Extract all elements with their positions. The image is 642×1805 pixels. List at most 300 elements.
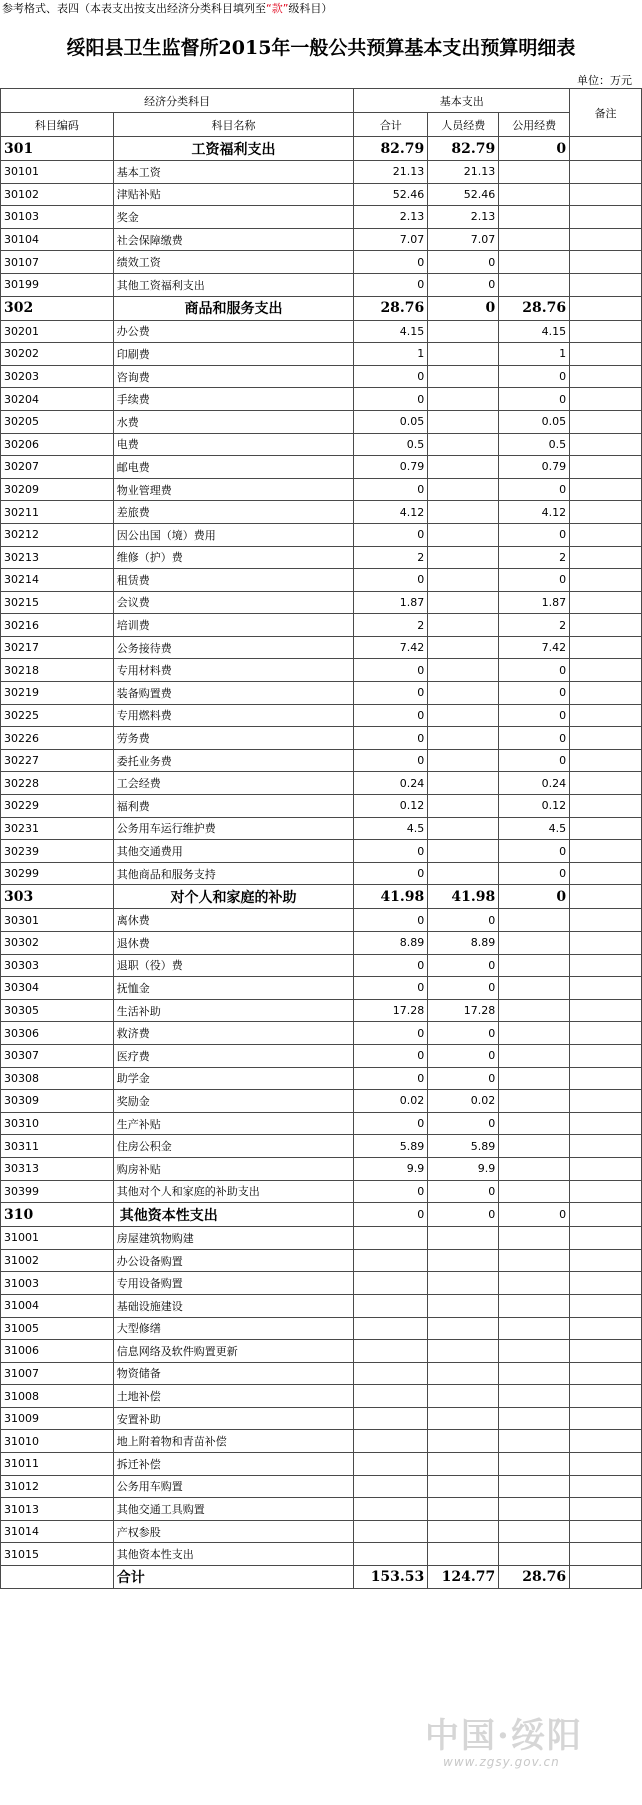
remarks-cell <box>570 296 642 320</box>
total-value <box>354 1520 428 1543</box>
page-title: 绥阳县卫生监督所2015年一般公共预算基本支出预算明细表 <box>66 37 576 59</box>
note-prefix: 参考格式、表四（本表支出按支出经济分类科目填列至 <box>2 2 266 15</box>
personnel-value <box>428 682 499 705</box>
account-name: 奖励金 <box>113 1090 354 1113</box>
table-row <box>1 772 642 795</box>
personnel-value <box>428 1498 499 1521</box>
table-row <box>1 932 642 955</box>
table-row <box>1 343 642 366</box>
remarks-cell <box>570 433 642 456</box>
total-value: 4.12 <box>354 501 428 524</box>
remarks-cell <box>570 954 642 977</box>
personnel-value <box>428 388 499 411</box>
personnel-value <box>428 410 499 433</box>
account-name: 其他资本性支出 <box>113 1203 354 1227</box>
header-code: 科目编码 <box>1 113 114 137</box>
public-value <box>499 1520 570 1543</box>
remarks-cell <box>570 478 642 501</box>
remarks-cell <box>570 501 642 524</box>
public-value: 0 <box>499 365 570 388</box>
personnel-value: 0 <box>428 251 499 274</box>
remarks-cell <box>570 1453 642 1476</box>
public-value <box>499 1022 570 1045</box>
personnel-value <box>428 546 499 569</box>
account-name: 水费 <box>113 410 354 433</box>
account-code: 30216 <box>1 614 114 637</box>
account-code: 30103 <box>1 206 114 229</box>
public-value <box>499 1180 570 1203</box>
header-total: 合计 <box>354 113 428 137</box>
personnel-value <box>428 433 499 456</box>
personnel-value: 41.98 <box>428 885 499 909</box>
remarks-cell <box>570 1385 642 1408</box>
public-value: 0 <box>499 388 570 411</box>
account-name: 公务用车运行维护费 <box>113 817 354 840</box>
personnel-value <box>428 523 499 546</box>
public-value: 0.79 <box>499 456 570 479</box>
remarks-cell <box>570 320 642 343</box>
remarks-cell <box>570 410 642 433</box>
total-value: 0 <box>354 727 428 750</box>
account-code: 30102 <box>1 183 114 206</box>
public-value <box>499 1272 570 1295</box>
account-code: 310 <box>1 1203 114 1227</box>
total-value <box>354 1543 428 1566</box>
account-code: 31009 <box>1 1407 114 1430</box>
account-code: 30218 <box>1 659 114 682</box>
account-code: 31008 <box>1 1385 114 1408</box>
account-name: 专用燃料费 <box>113 704 354 727</box>
public-value: 4.15 <box>499 320 570 343</box>
category-row <box>1 1203 642 1227</box>
remarks-cell <box>570 137 642 161</box>
remarks-cell <box>570 1157 642 1180</box>
account-name: 专用材料费 <box>113 659 354 682</box>
public-value <box>499 1498 570 1521</box>
total-value: 0.12 <box>354 795 428 818</box>
account-name: 维修（护）费 <box>113 546 354 569</box>
account-name: 工资福利支出 <box>113 137 354 161</box>
account-name: 其他对个人和家庭的补助支出 <box>113 1180 354 1203</box>
total-value: 52.46 <box>354 183 428 206</box>
personnel-value <box>428 1362 499 1385</box>
remarks-cell <box>570 183 642 206</box>
personnel-value: 8.89 <box>428 932 499 955</box>
public-value <box>499 161 570 184</box>
account-name: 安置补助 <box>113 1407 354 1430</box>
remarks-cell <box>570 772 642 795</box>
personnel-value <box>428 501 499 524</box>
account-code: 30207 <box>1 456 114 479</box>
total-value: 0 <box>354 1203 428 1227</box>
public-value <box>499 1067 570 1090</box>
total-row <box>1 1566 642 1589</box>
table-row <box>1 1385 642 1408</box>
remarks-cell <box>570 456 642 479</box>
public-value: 0 <box>499 704 570 727</box>
account-code: 30219 <box>1 682 114 705</box>
account-code: 30204 <box>1 388 114 411</box>
public-value <box>499 909 570 932</box>
personnel-value: 0 <box>428 1112 499 1135</box>
remarks-cell <box>570 1430 642 1453</box>
account-code: 30215 <box>1 591 114 614</box>
remarks-cell <box>570 546 642 569</box>
account-name: 产权参股 <box>113 1520 354 1543</box>
account-code: 30304 <box>1 977 114 1000</box>
public-value <box>499 1543 570 1566</box>
public-value <box>499 1044 570 1067</box>
public-value: 0 <box>499 840 570 863</box>
header-name: 科目名称 <box>113 113 354 137</box>
account-name: 生活补助 <box>113 999 354 1022</box>
account-name: 培训费 <box>113 614 354 637</box>
account-code: 30203 <box>1 365 114 388</box>
total-value: 0 <box>354 1067 428 1090</box>
remarks-cell <box>570 591 642 614</box>
personnel-value: 0 <box>428 954 499 977</box>
public-value: 2 <box>499 614 570 637</box>
remarks-cell <box>570 862 642 885</box>
personnel-value <box>428 1227 499 1250</box>
account-name: 绩效工资 <box>113 251 354 274</box>
header-personnel: 人员经费 <box>428 113 499 137</box>
header-row-2 <box>1 113 642 137</box>
personnel-value <box>428 1543 499 1566</box>
total-value: 82.79 <box>354 137 428 161</box>
account-code: 30313 <box>1 1157 114 1180</box>
remarks-cell <box>570 1475 642 1498</box>
table-row <box>1 206 642 229</box>
public-value: 0 <box>499 523 570 546</box>
account-code: 30305 <box>1 999 114 1022</box>
account-name: 社会保障缴费 <box>113 228 354 251</box>
account-name: 拆迁补偿 <box>113 1453 354 1476</box>
account-code: 31012 <box>1 1475 114 1498</box>
public-value: 0.5 <box>499 433 570 456</box>
total-value <box>354 1249 428 1272</box>
public-value <box>499 1135 570 1158</box>
header-row-1 <box>1 89 642 113</box>
personnel-value <box>428 1249 499 1272</box>
total-value: 0 <box>354 682 428 705</box>
personnel-value <box>428 478 499 501</box>
total-value: 4.15 <box>354 320 428 343</box>
total-value <box>354 1407 428 1430</box>
remarks-cell <box>570 885 642 909</box>
personnel-value <box>428 749 499 772</box>
public-value: 0 <box>499 885 570 909</box>
account-code: 30399 <box>1 1180 114 1203</box>
personnel-value: 7.07 <box>428 228 499 251</box>
account-name: 基础设施建设 <box>113 1294 354 1317</box>
personnel-value <box>428 795 499 818</box>
public-value <box>499 206 570 229</box>
table-row <box>1 682 642 705</box>
account-code: 30229 <box>1 795 114 818</box>
public-value: 0 <box>499 682 570 705</box>
account-name: 房屋建筑物购建 <box>113 1227 354 1250</box>
account-code: 30309 <box>1 1090 114 1113</box>
account-name: 邮电费 <box>113 456 354 479</box>
account-name: 装备购置费 <box>113 682 354 705</box>
account-name: 租赁费 <box>113 569 354 592</box>
personnel-value <box>428 704 499 727</box>
personnel-value <box>428 614 499 637</box>
remarks-cell <box>570 727 642 750</box>
account-name: 因公出国（境）费用 <box>113 523 354 546</box>
remarks-cell <box>570 228 642 251</box>
table-row <box>1 749 642 772</box>
account-code: 30107 <box>1 251 114 274</box>
total-value: 4.5 <box>354 817 428 840</box>
personnel-value: 0 <box>428 273 499 296</box>
table-row <box>1 1430 642 1453</box>
account-name: 津贴补贴 <box>113 183 354 206</box>
public-value: 0 <box>499 659 570 682</box>
public-value: 1 <box>499 343 570 366</box>
total-value: 9.9 <box>354 1157 428 1180</box>
table-row <box>1 1317 642 1340</box>
personnel-value: 0 <box>428 1067 499 1090</box>
account-code: 30231 <box>1 817 114 840</box>
remarks-cell <box>570 909 642 932</box>
account-name: 基本工资 <box>113 161 354 184</box>
table-row <box>1 659 642 682</box>
total-remarks-cell <box>570 1566 642 1589</box>
remarks-cell <box>570 932 642 955</box>
account-code: 31001 <box>1 1227 114 1250</box>
public-value <box>499 1362 570 1385</box>
account-name: 其他交通费用 <box>113 840 354 863</box>
table-row <box>1 433 642 456</box>
account-code: 31007 <box>1 1362 114 1385</box>
account-name: 离休费 <box>113 909 354 932</box>
total-value: 0 <box>354 659 428 682</box>
remarks-cell <box>570 636 642 659</box>
table-row <box>1 161 642 184</box>
account-code: 30225 <box>1 704 114 727</box>
remarks-cell <box>570 1090 642 1113</box>
personnel-value <box>428 1430 499 1453</box>
account-name: 退休费 <box>113 932 354 955</box>
table-row <box>1 1067 642 1090</box>
account-code: 30199 <box>1 273 114 296</box>
table-row <box>1 614 642 637</box>
total-value: 1 <box>354 343 428 366</box>
personnel-value: 17.28 <box>428 999 499 1022</box>
note-suffix: 级科目） <box>288 2 333 15</box>
remarks-cell <box>570 682 642 705</box>
account-code: 30306 <box>1 1022 114 1045</box>
public-value <box>499 1249 570 1272</box>
public-value: 0.05 <box>499 410 570 433</box>
account-name: 物业管理费 <box>113 478 354 501</box>
public-value <box>499 1294 570 1317</box>
account-name: 对个人和家庭的补助 <box>113 885 354 909</box>
grand-personnel-value: 124.77 <box>428 1566 499 1589</box>
account-name: 办公设备购置 <box>113 1249 354 1272</box>
account-code: 30303 <box>1 954 114 977</box>
table-row <box>1 478 642 501</box>
public-value: 0 <box>499 1203 570 1227</box>
account-name: 其他交通工具购置 <box>113 1498 354 1521</box>
account-code: 30209 <box>1 478 114 501</box>
account-code: 30310 <box>1 1112 114 1135</box>
account-name: 手续费 <box>113 388 354 411</box>
table-row <box>1 228 642 251</box>
table-row <box>1 1249 642 1272</box>
personnel-value <box>428 1407 499 1430</box>
account-code: 30311 <box>1 1135 114 1158</box>
remarks-cell <box>570 251 642 274</box>
public-value <box>499 228 570 251</box>
category-row <box>1 885 642 909</box>
remarks-cell <box>570 795 642 818</box>
account-code: 31014 <box>1 1520 114 1543</box>
public-value <box>499 273 570 296</box>
account-code: 30202 <box>1 343 114 366</box>
total-value: 0.79 <box>354 456 428 479</box>
total-value: 7.42 <box>354 636 428 659</box>
reference-note <box>2 0 332 18</box>
account-code: 30299 <box>1 862 114 885</box>
personnel-value: 21.13 <box>428 161 499 184</box>
remarks-cell <box>570 206 642 229</box>
remarks-cell <box>570 1249 642 1272</box>
account-name: 会议费 <box>113 591 354 614</box>
total-value: 0 <box>354 1022 428 1045</box>
table-row <box>1 456 642 479</box>
table-row <box>1 251 642 274</box>
table-row <box>1 1498 642 1521</box>
personnel-value <box>428 1385 499 1408</box>
account-name: 咨询费 <box>113 365 354 388</box>
table-row <box>1 388 642 411</box>
total-value: 0.24 <box>354 772 428 795</box>
public-value <box>499 251 570 274</box>
table-row <box>1 1044 642 1067</box>
account-code: 30239 <box>1 840 114 863</box>
remarks-cell <box>570 161 642 184</box>
remarks-cell <box>570 523 642 546</box>
total-value <box>354 1317 428 1340</box>
remarks-cell <box>570 1135 642 1158</box>
table-row <box>1 1520 642 1543</box>
public-value: 0 <box>499 862 570 885</box>
account-name: 办公费 <box>113 320 354 343</box>
total-value: 0 <box>354 569 428 592</box>
total-value: 0 <box>354 862 428 885</box>
account-code: 30214 <box>1 569 114 592</box>
remarks-cell <box>570 1520 642 1543</box>
table-row <box>1 591 642 614</box>
table-row <box>1 909 642 932</box>
personnel-value: 82.79 <box>428 137 499 161</box>
account-code: 303 <box>1 885 114 909</box>
personnel-value <box>428 1340 499 1363</box>
header-basic-expense: 基本支出 <box>354 89 570 113</box>
account-name: 物资储备 <box>113 1362 354 1385</box>
table-row <box>1 727 642 750</box>
personnel-value <box>428 343 499 366</box>
public-value <box>499 1112 570 1135</box>
personnel-value: 2.13 <box>428 206 499 229</box>
table-row <box>1 501 642 524</box>
account-code: 30308 <box>1 1067 114 1090</box>
public-value <box>499 1227 570 1250</box>
account-name: 住房公积金 <box>113 1135 354 1158</box>
account-code: 31002 <box>1 1249 114 1272</box>
account-code: 30302 <box>1 932 114 955</box>
table-row <box>1 523 642 546</box>
remarks-cell <box>570 1362 642 1385</box>
total-value: 2 <box>354 614 428 637</box>
table-row <box>1 817 642 840</box>
table-row <box>1 1180 642 1203</box>
account-code: 30226 <box>1 727 114 750</box>
total-value: 0 <box>354 840 428 863</box>
account-code: 30101 <box>1 161 114 184</box>
total-value: 0 <box>354 478 428 501</box>
total-value: 0 <box>354 909 428 932</box>
public-value: 2 <box>499 546 570 569</box>
public-value <box>499 932 570 955</box>
remarks-cell <box>570 365 642 388</box>
account-code: 302 <box>1 296 114 320</box>
total-value: 0 <box>354 1180 428 1203</box>
remarks-cell <box>570 1272 642 1295</box>
account-code: 31010 <box>1 1430 114 1453</box>
personnel-value <box>428 1317 499 1340</box>
personnel-value <box>428 659 499 682</box>
watermark-url: www.zgsy.gov.cn <box>443 1755 560 1769</box>
account-name: 地上附着物和青苗补偿 <box>113 1430 354 1453</box>
table-row <box>1 320 642 343</box>
account-code: 30301 <box>1 909 114 932</box>
table-row <box>1 977 642 1000</box>
remarks-cell <box>570 1543 642 1566</box>
table-row <box>1 410 642 433</box>
remarks-cell <box>570 1227 642 1250</box>
watermark-text: 中国·绥阳 <box>425 1716 583 1756</box>
total-value: 28.76 <box>354 296 428 320</box>
personnel-value <box>428 636 499 659</box>
total-value: 0 <box>354 388 428 411</box>
public-value: 7.42 <box>499 636 570 659</box>
remarks-cell <box>570 388 642 411</box>
personnel-value: 5.89 <box>428 1135 499 1158</box>
account-name: 购房补贴 <box>113 1157 354 1180</box>
public-value <box>499 1090 570 1113</box>
account-name: 奖金 <box>113 206 354 229</box>
account-name: 信息网络及软件购置更新 <box>113 1340 354 1363</box>
account-code: 30212 <box>1 523 114 546</box>
note-highlight: “款” <box>266 2 289 15</box>
public-value <box>499 1407 570 1430</box>
public-value <box>499 1475 570 1498</box>
remarks-cell <box>570 569 642 592</box>
account-name: 专用设备购置 <box>113 1272 354 1295</box>
public-value <box>499 999 570 1022</box>
remarks-cell <box>570 1112 642 1135</box>
public-value <box>499 183 570 206</box>
budget-table <box>0 88 642 1589</box>
total-value: 0.5 <box>354 433 428 456</box>
personnel-value: 0 <box>428 1180 499 1203</box>
total-value: 41.98 <box>354 885 428 909</box>
category-row <box>1 137 642 161</box>
